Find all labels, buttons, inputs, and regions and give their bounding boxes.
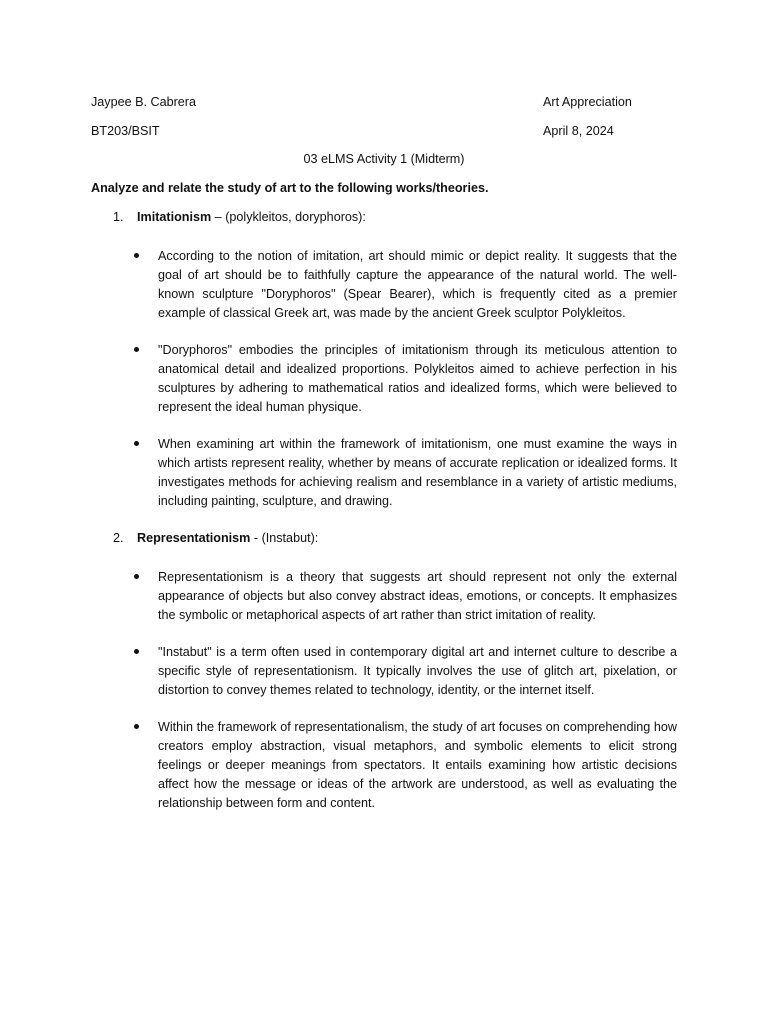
section-suffix: – (polykleitos, doryphoros):	[211, 210, 366, 224]
section-heading	[113, 530, 318, 546]
bullet-text: Representationism is a theory that suggests art should represent not only the external appearance of objects but also convey abstract ideas, emotions, or concepts. It emphasizes the symbolic or metaphorical aspects of art rather than strict imitation of reality.	[158, 570, 677, 622]
bullet-text: According to the notion of imitation, art should mimic or depict reality. It suggests that the goal of art should be to faithfully capture the appearance of the natural world. The well-known sculpture "Doryphoros" (Spear Bearer), which is frequently cited as a premier example of classical Greek art, was made by the ancient Greek sculptor Polykleitos.	[158, 249, 677, 320]
bullet-text: Within the framework of representationalism, the study of art focuses on comprehending how creators employ abstraction, visual metaphors, and symbolic elements to elicit strong feelings or deeper meanings from spectators. It entails examining how artistic decisions affect how the message or ideas of the artwork are understood, as well as evaluating the relationship between form and content.	[158, 720, 677, 810]
bullet-icon	[134, 649, 139, 654]
section-heading	[113, 209, 366, 225]
bullet-icon	[134, 574, 139, 579]
section-number: 1.	[113, 210, 124, 224]
bullet-text: "Doryphoros" embodies the principles of imitationism through its meticulous attention to anatomical detail and idealized proportions. Polykleitos aimed to achieve perfection in his sculptures by adhering to mathematical ratios and idealized forms, which were believed to represent the ideal human physique.	[158, 343, 677, 414]
section-term: Representationism	[137, 531, 251, 545]
document-title: 03 eLMS Activity 1 (Midterm)	[303, 152, 465, 166]
student-name: Jaypee B. Cabrera	[91, 95, 197, 109]
section-suffix: - (Instabut):	[250, 531, 319, 545]
document-date: April 8, 2024	[543, 124, 614, 138]
bullet-icon	[134, 441, 139, 446]
bullet-text: When examining art within the framework of imitationism, one must examine the ways in which artists represent reality, whether by means of accurate replication or idealized forms. It investigates methods for achieving realism and resemblance in a variety of artistic mediums, including painting, sculpture, and drawing.	[158, 437, 677, 508]
student-section: BT203/BSIT	[91, 124, 160, 138]
bullet-icon	[134, 724, 139, 729]
bullet-icon	[134, 347, 139, 352]
subject-name: Art Appreciation	[543, 95, 632, 109]
section-number: 2.	[113, 531, 124, 545]
bullet-icon	[134, 253, 139, 258]
bullet-text: "Instabut" is a term often used in contemporary digital art and internet culture to describe a specific style of representationism. It typically involves the use of glitch art, pixelation, or distortion to convey themes related to technology, identity, or the internet itself.	[158, 645, 677, 697]
instruction-text: Analyze and relate the study of art to the following works/theories.	[91, 181, 489, 195]
section-term: Imitationism	[137, 210, 212, 224]
